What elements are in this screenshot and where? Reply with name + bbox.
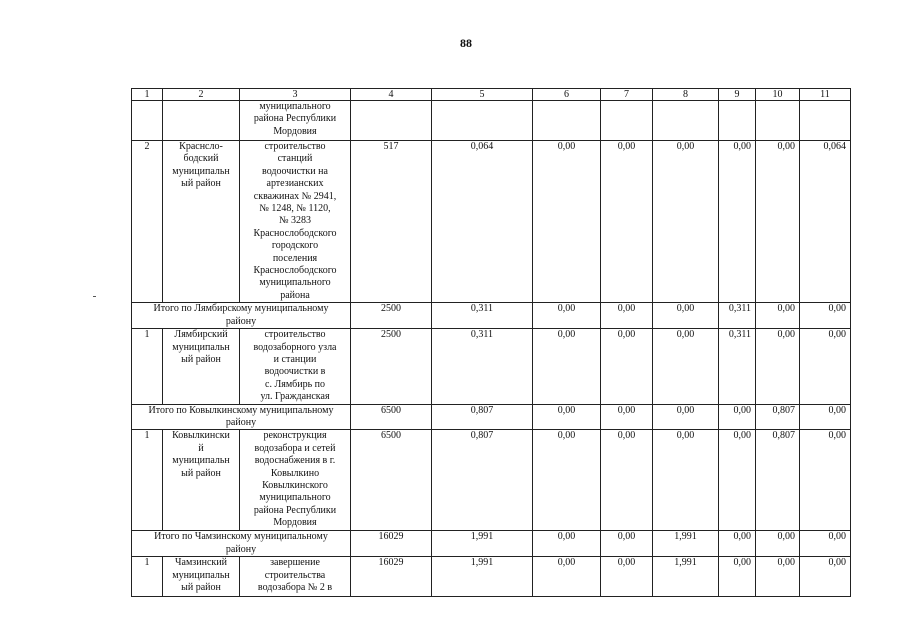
cell-value [351,101,432,141]
cell-value: 6500 [351,404,432,430]
cell-line: Ковылкинского [262,479,328,491]
cell-value: 16029 [351,557,432,597]
cell-value: 0,00 [533,531,601,557]
cell-value: 0,00 [653,141,719,303]
cell-line: Краснсло- [179,141,223,152]
cell-number: 1 [132,430,163,531]
cell-number: 1 [132,329,163,404]
cell-line: с. Лямбирь по [265,378,325,390]
cell-object [240,557,351,597]
cell-line: водоочистки на [262,165,328,177]
cell-value: 0,00 [601,303,653,329]
cell-value: 0,311 [432,303,533,329]
cell-line: Ковылкино [270,467,320,479]
cell-line: района [280,289,310,301]
cell-district [163,329,240,404]
cell-value: 517 [351,141,432,303]
cell-line: муниципальн [172,165,230,177]
cell-line: Мордовия [273,125,317,137]
cell-line: водозаборного узла [253,341,337,353]
cell-value: 0,00 [756,141,800,303]
cell-value: 0,807 [432,404,533,430]
cell-line: Ковылкински [172,430,230,442]
cell-value: 0,00 [653,404,719,430]
cell-district [163,141,240,303]
cell-line: строительство [264,141,326,152]
cell-value: 0,311 [719,303,756,329]
cell-line: водоснабжения в г. [254,455,336,467]
funding-table [131,88,851,597]
cell-value: 0,00 [533,557,601,597]
cell-value: 0,00 [756,531,800,557]
header-cell: 10 [756,89,800,101]
table-row-total [132,404,851,430]
cell-value: 0,064 [800,141,851,303]
cell-line: муниципальн [172,569,230,581]
cell-line: водоочистки в [264,366,326,378]
cell-value: 2500 [351,303,432,329]
cell-line: и станции [273,353,317,365]
table-row [132,430,851,531]
total-label [132,303,351,329]
cell-value: 0,00 [719,141,756,303]
cell-line: Итого по Лямбирскому муниципальному [153,303,329,315]
page-number: 88 [460,36,472,50]
header-cell: 9 [719,89,756,101]
cell-value: 0,00 [800,430,851,531]
cell-object [240,430,351,531]
cell-value [432,101,533,141]
cell-value: 0,00 [800,404,851,430]
cell-line: району [225,543,257,555]
cell-value: 0,00 [719,430,756,531]
header-cell: 1 [132,89,163,101]
cell-value: 0,00 [800,531,851,557]
cell-value: 0,00 [800,557,851,597]
cell-value [800,101,851,141]
cell-value [756,101,800,141]
cell-line: реконструкция [263,430,327,442]
cell-line: Краснослободского [253,265,337,277]
cell-line: ый район [181,467,221,479]
cell-value: 0,00 [601,404,653,430]
cell-line: строительство [264,329,326,341]
cell-object [240,101,351,141]
cell-line: Итого по Чамзинскому муниципальному [154,531,328,543]
cell-line: водозабора и сетей [254,442,336,454]
cell-value: 0,00 [533,329,601,404]
table-row [132,329,851,404]
header-cell: 7 [601,89,653,101]
cell-line: ый район [181,353,221,365]
cell-number [132,101,163,141]
cell-value: 0,807 [432,430,533,531]
cell-object [240,141,351,303]
header-row [132,89,851,101]
cell-value: 1,991 [653,531,719,557]
cell-line: муниципальн [172,455,230,467]
table-row-total [132,531,851,557]
cell-line: району [225,315,257,327]
table-row [132,101,851,141]
cell-value: 16029 [351,531,432,557]
cell-value: 0,00 [601,141,653,303]
cell-value: 0,00 [601,557,653,597]
cell-line: ый район [181,581,221,593]
cell-value: 0,00 [601,430,653,531]
cell-line: водозабора № 2 в [257,581,333,593]
cell-line: й [198,442,204,454]
cell-object [240,329,351,404]
cell-value: 0,00 [719,531,756,557]
total-label [132,531,351,557]
cell-line: ый район [181,178,221,190]
cell-number: 2 [132,141,163,303]
cell-line: городского [271,240,319,252]
cell-value: 0,00 [800,303,851,329]
table-row [132,557,851,597]
cell-value: 0,064 [432,141,533,303]
cell-district [163,557,240,597]
cell-value: 0,00 [756,329,800,404]
cell-line: Лямбирский [174,329,228,341]
cell-value: 0,00 [533,430,601,531]
cell-value: 0,311 [432,329,533,404]
cell-line: муниципального [259,492,331,504]
cell-line: завершение [270,557,320,569]
cell-value: 0,311 [719,329,756,404]
cell-value [601,101,653,141]
header-cell: 8 [653,89,719,101]
cell-value: 1,991 [653,557,719,597]
cell-line: станций [277,153,313,165]
cell-line: № 1248, № 1120, [259,203,331,215]
cell-line: Мордовия [273,517,317,529]
header-cell: 3 [240,89,351,101]
cell-value: 0,00 [653,329,719,404]
cell-line: района Республики [253,113,337,125]
cell-line: № 3283 [278,215,312,227]
cell-value: 0,00 [601,531,653,557]
cell-district [163,430,240,531]
cell-number: 1 [132,557,163,597]
cell-value: 0,00 [601,329,653,404]
cell-district [163,101,240,141]
cell-value: 0,00 [653,303,719,329]
cell-value: 0,00 [800,329,851,404]
header-cell: 5 [432,89,533,101]
cell-line: артезианских [266,178,324,190]
cell-value: 0,00 [756,303,800,329]
header-cell: 11 [800,89,851,101]
cell-line: скважинах № 2941, [253,190,337,202]
cell-line: району [225,416,257,428]
cell-line: поселения [272,252,318,264]
cell-line: муниципального [259,101,331,112]
header-cell: 6 [533,89,601,101]
cell-value: 0,00 [719,557,756,597]
cell-line: Чамзинский [175,557,227,569]
table-row-total [132,303,851,329]
cell-value [533,101,601,141]
cell-line: бодский [183,153,219,165]
cell-value: 6500 [351,430,432,531]
cell-value [653,101,719,141]
cell-value: 0,00 [533,404,601,430]
cell-value [719,101,756,141]
cell-line: муниципальн [172,341,230,353]
table-row [132,141,851,303]
cell-value: 2500 [351,329,432,404]
cell-line: муниципального [259,277,331,289]
cell-value: 0,00 [719,404,756,430]
cell-line: района Республики [253,504,337,516]
cell-value: 0,00 [533,141,601,303]
cell-value: 1,991 [432,531,533,557]
cell-line: ул. Гражданская [260,391,330,403]
cell-line: Итого по Ковылкинскому муниципальному [148,404,334,416]
cell-value: 0,00 [756,557,800,597]
scan-mark [93,296,96,297]
cell-value: 0,00 [533,303,601,329]
cell-value: 0,807 [756,430,800,531]
header-cell: 2 [163,89,240,101]
header-cell: 4 [351,89,432,101]
cell-line: Краснослободского [253,227,337,239]
cell-value: 1,991 [432,557,533,597]
total-label [132,404,351,430]
cell-value: 0,807 [756,404,800,430]
cell-value: 0,00 [653,430,719,531]
cell-line: строительства [264,569,326,581]
